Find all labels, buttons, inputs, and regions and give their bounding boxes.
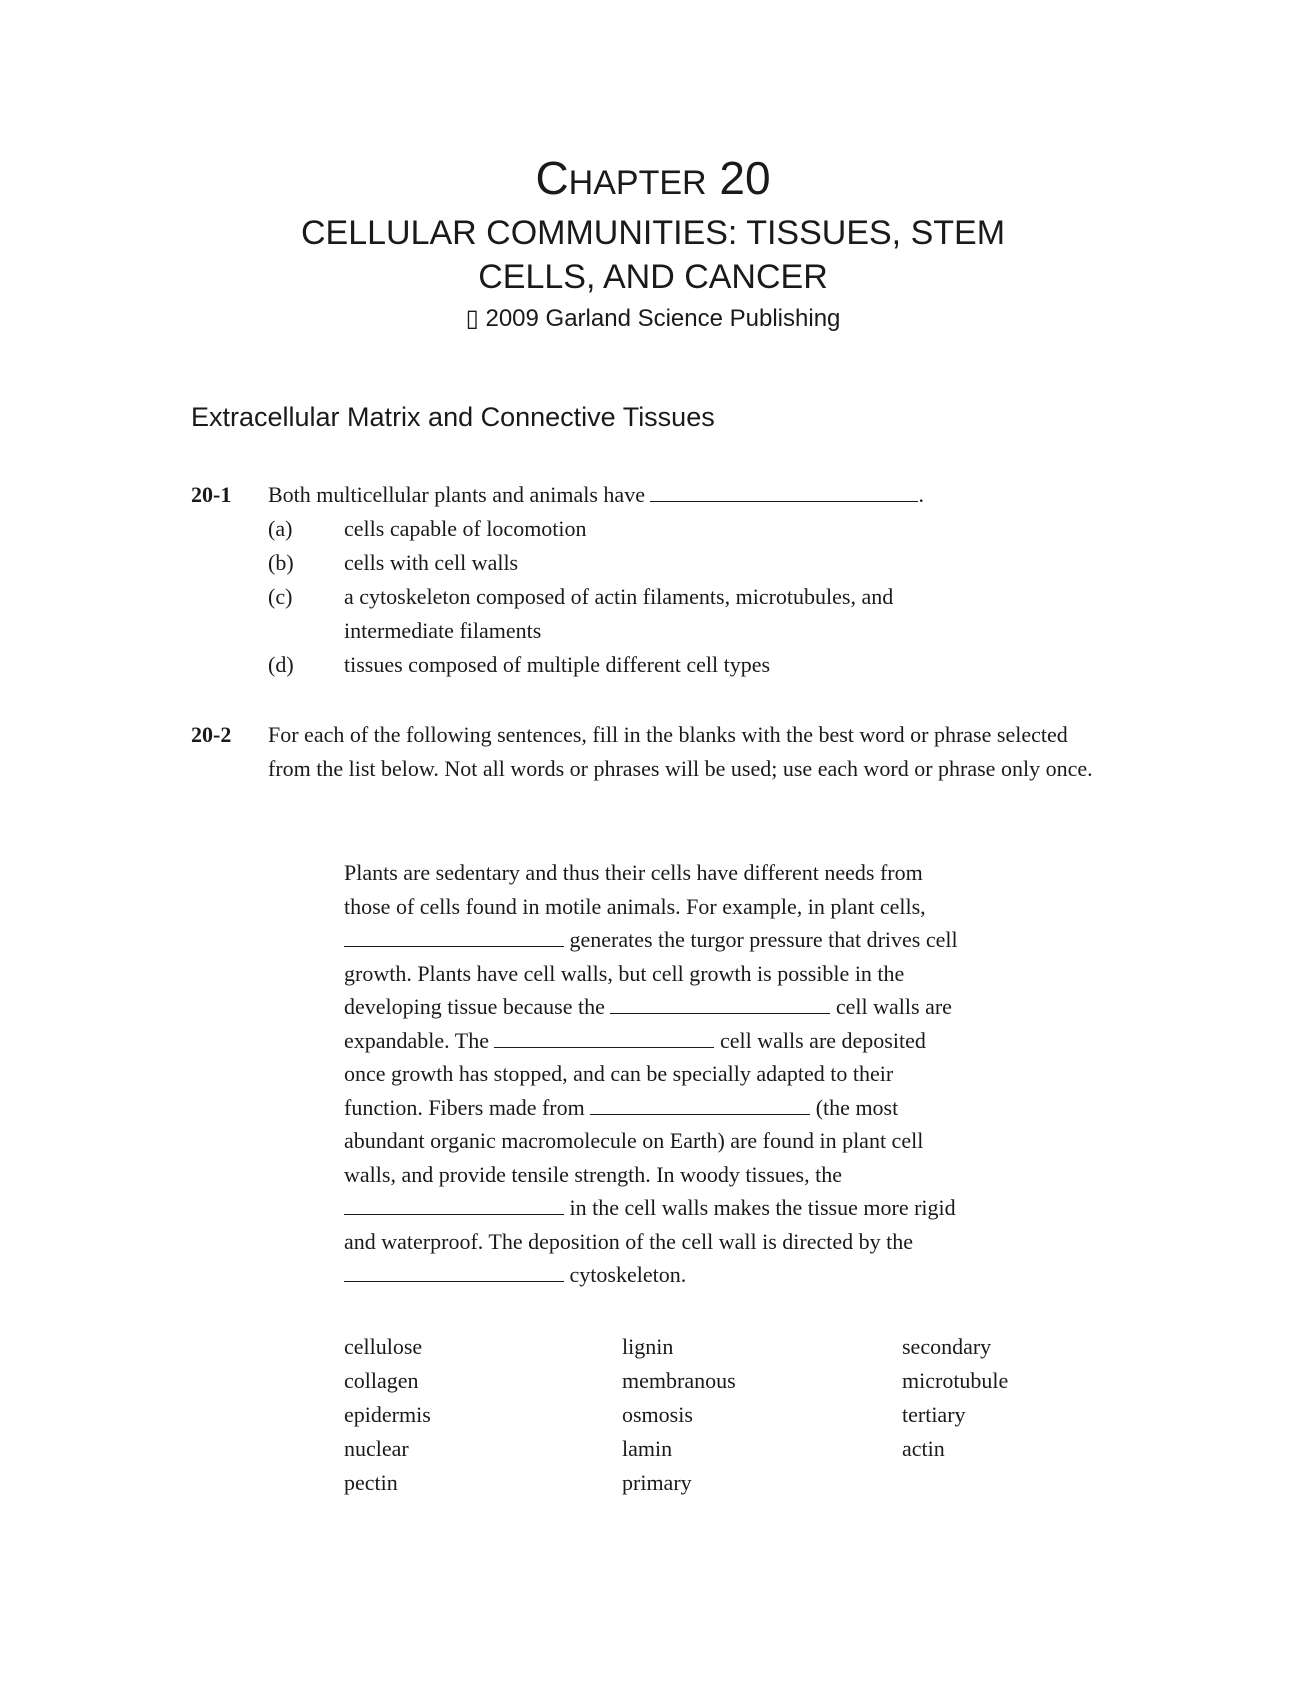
word-list-item: microtubule <box>902 1368 1009 1393</box>
passage-text: cell walls are <box>830 994 952 1019</box>
answer-blank <box>494 1025 714 1048</box>
passage-text: function. Fibers made from <box>344 1094 591 1120</box>
option-letter: (d) <box>268 652 294 677</box>
question-stem-end: . <box>918 482 924 507</box>
question-stem-text: Both multicellular plants and animals have <box>268 482 645 507</box>
passage-line: abundant organic macromolecule on Earth) are found in plant cell <box>344 1128 924 1153</box>
passage-text: cytoskeleton. <box>564 1262 687 1287</box>
word-list-item: nuclear <box>344 1436 409 1461</box>
passage-line <box>344 1258 958 1292</box>
answer-blank <box>590 1092 810 1115</box>
passage-line <box>344 1024 958 1058</box>
word-list-item: actin <box>902 1436 945 1461</box>
question-instructions: For each of the following sentences, fill in the blanks with the best word or phrase selected from the list below. Not all words or phrases will be used; use each word or phrase only once. <box>268 722 1093 781</box>
word-list-item: collagen <box>344 1368 419 1393</box>
passage-line: and waterproof. The deposition of the cell wall is directed by the <box>344 1228 913 1254</box>
option-text: cells capable of locomotion <box>344 516 587 541</box>
word-list-item: secondary <box>902 1334 992 1359</box>
question-number: 20-1 <box>191 482 232 507</box>
passage-line <box>344 990 958 1024</box>
passage-line: growth. Plants have cell walls, but cell growth is possible in the <box>344 960 905 986</box>
chapter-title <box>0 150 1306 211</box>
word-list-column <box>902 1330 1008 1466</box>
question-number: 20-2 <box>191 722 232 747</box>
option-text: a cytoskeleton composed of actin filaments, microtubules, and intermediate filaments <box>344 584 894 643</box>
fill-in-passage <box>344 856 958 1292</box>
option-text: cells with cell walls <box>344 550 519 575</box>
passage-text: (the most <box>810 1094 899 1120</box>
chapter-number: 20 <box>719 152 771 204</box>
passage-line <box>344 1091 958 1125</box>
answer-blank <box>344 1192 564 1215</box>
word-list-item: epidermis <box>344 1402 431 1427</box>
passage-line: those of cells found in motile animals. For example, in plant cells, <box>344 893 926 919</box>
passage-line: once growth has stopped, and can be specially adapted to their <box>344 1061 894 1086</box>
passage-text: expandable. The <box>344 1027 495 1053</box>
passage-text: generates the turgor pressure that drives cell <box>564 927 958 952</box>
word-list-item: pectin <box>344 1470 398 1495</box>
word-list-item: osmosis <box>622 1402 693 1427</box>
word-list-item: membranous <box>622 1368 736 1393</box>
copyright-symbol: ▯ <box>465 305 479 332</box>
word-list-item: lamin <box>622 1436 673 1461</box>
question-stem <box>268 478 924 512</box>
word-list-column <box>622 1330 736 1500</box>
chapter-subtitle: CELLULAR COMMUNITIES: TISSUES, STEM CELLS, AND CANCER <box>300 214 1006 296</box>
word-list-column <box>344 1330 431 1500</box>
option-text: tissues composed of multiple different cell types <box>344 652 771 677</box>
word-list-item: primary <box>622 1470 692 1495</box>
copyright-line <box>0 303 1306 335</box>
answer-blank <box>344 924 564 947</box>
word-list-item: tertiary <box>902 1402 966 1427</box>
passage-text: developing tissue because the <box>344 994 611 1019</box>
chapter-header <box>0 150 1306 335</box>
word-list-item: lignin <box>622 1334 674 1359</box>
chapter-first-letter: C <box>535 152 569 204</box>
answer-blank <box>650 479 918 502</box>
option-letter: (c) <box>268 584 293 609</box>
passage-line <box>344 923 958 957</box>
chapter-word-rest: HAPTER <box>568 164 707 202</box>
passage-line: Plants are sedentary and thus their cells have different needs from <box>344 860 923 885</box>
passage-line: walls, and provide tensile strength. In woody tissues, the <box>344 1161 842 1187</box>
passage-line <box>344 1191 958 1225</box>
answer-blank <box>344 1259 564 1282</box>
answer-blank <box>610 991 830 1014</box>
section-heading: Extracellular Matrix and Connective Tissues <box>191 402 715 432</box>
word-list-item: cellulose <box>344 1334 423 1359</box>
passage-text: cell walls are deposited <box>714 1027 926 1053</box>
passage-text: in the cell walls makes the tissue more rigid <box>564 1195 956 1220</box>
copyright-text: 2009 Garland Science Publishing <box>478 305 841 332</box>
option-letter: (a) <box>268 516 293 541</box>
option-letter: (b) <box>268 550 294 575</box>
